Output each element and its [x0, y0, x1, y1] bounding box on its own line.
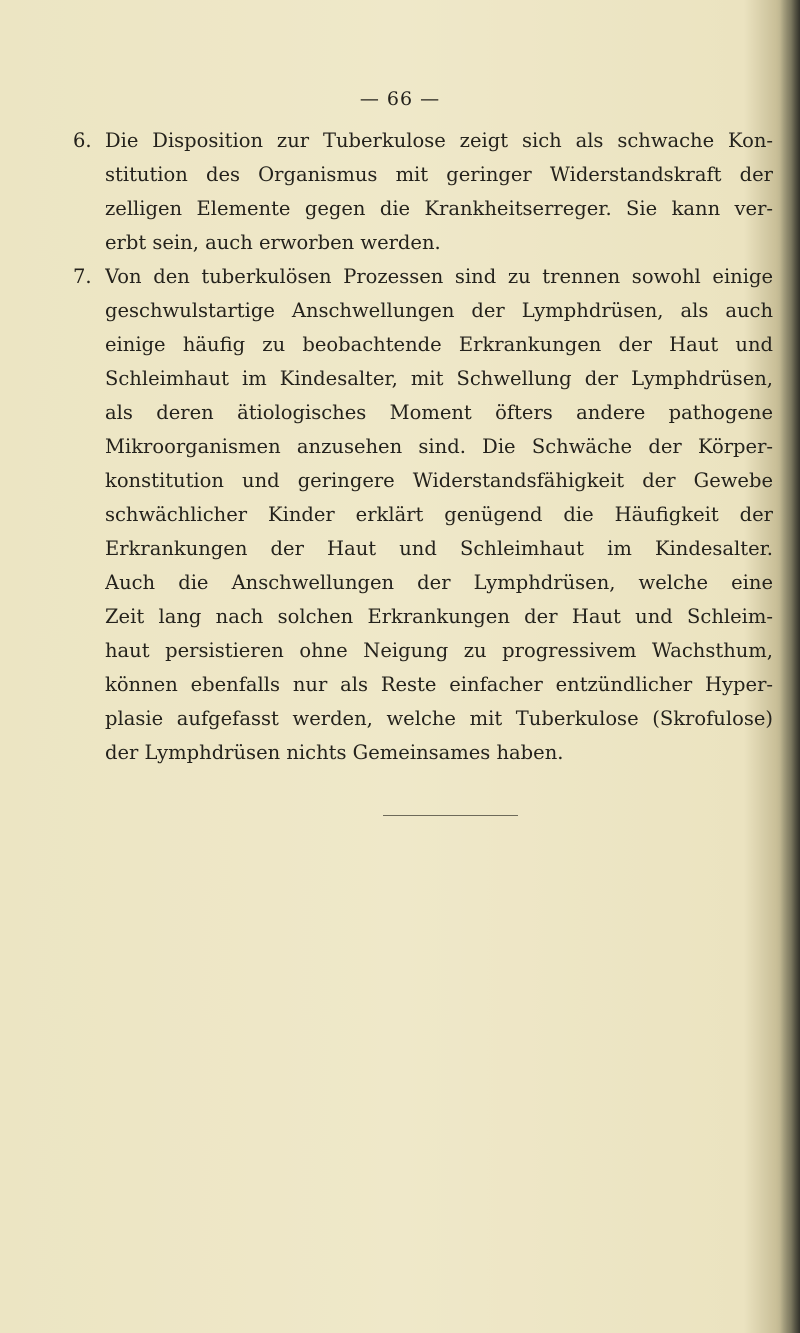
text-line: Von den tuberkulösen Prozessen sind zu trennen sowohl einige [105, 265, 773, 288]
text-line: haut persistieren ohne Neigung zu progressivem Wachsthum, [105, 639, 773, 662]
text-line: plasie aufgefasst werden, welche mit Tuberkulose (Skrofulose) [105, 707, 773, 730]
text-line: Die Disposition zur Tuberkulose zeigt sich als schwache Kon- [105, 129, 773, 152]
body-text [73, 124, 773, 770]
text-line: zelligen Elemente gegen die Krankheitserreger. Sie kann ver- [105, 197, 773, 220]
text-line: einige häufig zu beobachtende Erkrankungen der Haut und [105, 333, 773, 356]
numbered-paragraph-6 [73, 124, 773, 260]
text-line: Mikroorganismen anzusehen sind. Die Schwäche der Körper- [105, 435, 773, 458]
text-line: können ebenfalls nur als Reste einfacher entzündlicher Hyper- [105, 673, 773, 696]
paragraph-number: 6. [73, 129, 92, 152]
text-line: Zeit lang nach solchen Erkrankungen der Haut und Schleim- [105, 605, 773, 628]
text-line: als deren ätiologisches Moment öfters andere pathogene [105, 401, 773, 424]
text-line: schwächlicher Kinder erklärt genügend die Häufigkeit der [105, 503, 773, 526]
text-line: konstitution und geringere Widerstandsfähigkeit der Gewebe [105, 469, 773, 492]
text-line: geschwulstartige Anschwellungen der Lymphdrüsen, als auch [105, 299, 773, 322]
text-line: der Lymphdrüsen nichts Gemeinsames haben. [105, 741, 564, 764]
text-line: Schleimhaut im Kindesalter, mit Schwellung der Lymphdrüsen, [105, 367, 773, 390]
text-line: stitution des Organismus mit geringer Widerstandskraft der [105, 163, 773, 186]
page-edge-shadow [780, 0, 800, 1333]
numbered-paragraph-7 [73, 260, 773, 770]
text-line: Erkrankungen der Haut und Schleimhaut im Kindesalter. [105, 537, 773, 560]
paragraph-number: 7. [73, 265, 92, 288]
text-line: erbt sein, auch erworben werden. [105, 231, 441, 254]
page-number: — 66 — [359, 88, 441, 110]
section-end-rule [383, 815, 518, 816]
text-line: Auch die Anschwellungen der Lymphdrüsen, welche eine [105, 571, 773, 594]
